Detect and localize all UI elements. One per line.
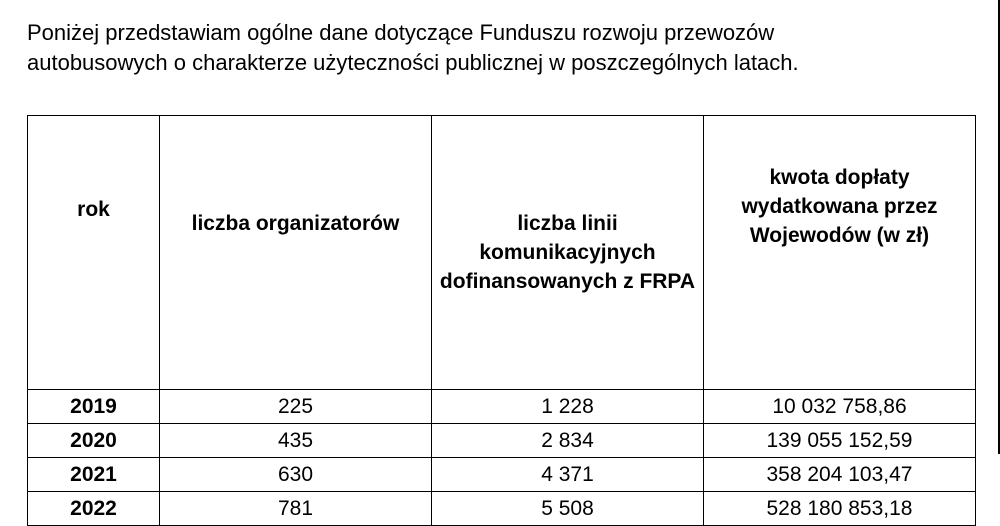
organizers-cell: 630 bbox=[160, 458, 432, 492]
amount-cell: 10 032 758,86 bbox=[704, 390, 976, 424]
lines-cell: 2 834 bbox=[432, 424, 704, 458]
header-lines: liczba linii komunikacyjnych dofinansowanych z FRPA bbox=[432, 116, 704, 390]
table-header-row bbox=[28, 116, 976, 390]
table-row bbox=[28, 424, 976, 458]
year-cell: 2022 bbox=[28, 492, 160, 526]
lines-cell: 1 228 bbox=[432, 390, 704, 424]
organizers-cell: 781 bbox=[160, 492, 432, 526]
table-row bbox=[28, 390, 976, 424]
amount-cell: 139 055 152,59 bbox=[704, 424, 976, 458]
lines-cell: 5 508 bbox=[432, 492, 704, 526]
intro-line-1: Poniżej przedstawiam ogólne dane dotyczące Funduszu rozwoju przewozów bbox=[27, 20, 775, 45]
year-cell: 2019 bbox=[28, 390, 160, 424]
header-year: rok bbox=[28, 116, 160, 390]
header-amount: kwota dopłaty wydatkowana przez Wojewodów (w zł) bbox=[704, 116, 976, 390]
header-organizers: liczba organizatorów bbox=[160, 116, 432, 390]
amount-cell: 528 180 853,18 bbox=[704, 492, 976, 526]
organizers-cell: 225 bbox=[160, 390, 432, 424]
organizers-cell: 435 bbox=[160, 424, 432, 458]
year-cell: 2021 bbox=[28, 458, 160, 492]
lines-cell: 4 371 bbox=[432, 458, 704, 492]
year-cell: 2020 bbox=[28, 424, 160, 458]
fund-data-table bbox=[27, 115, 976, 526]
table-row bbox=[28, 458, 976, 492]
intro-line-2: autobusowych o charakterze użyteczności publicznej w poszczególnych latach. bbox=[27, 50, 799, 75]
amount-cell: 358 204 103,47 bbox=[704, 458, 976, 492]
table-row bbox=[28, 492, 976, 526]
intro-paragraph bbox=[27, 18, 975, 78]
